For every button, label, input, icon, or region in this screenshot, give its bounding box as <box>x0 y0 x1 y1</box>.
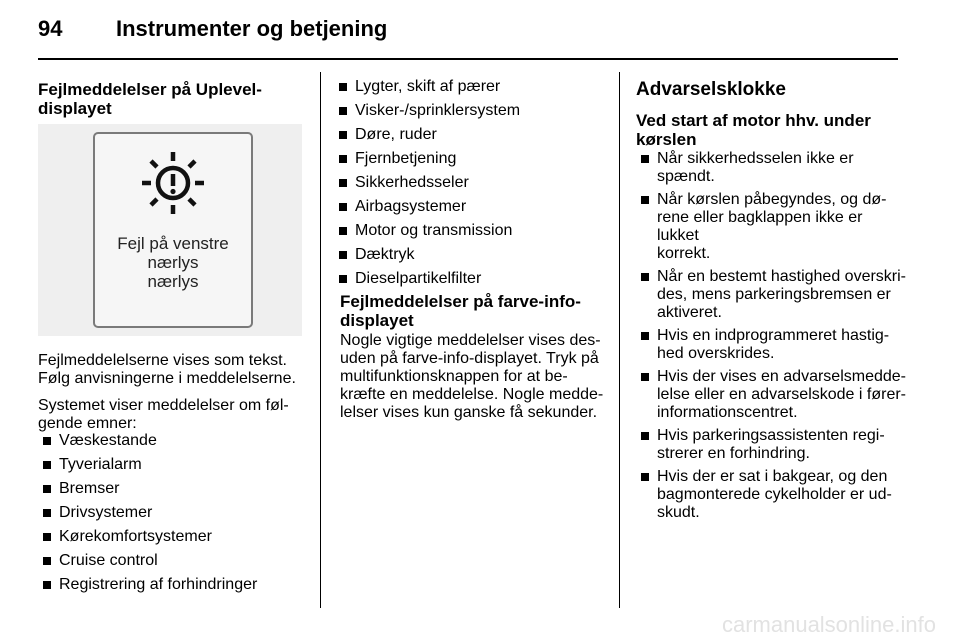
list-item: Hvis der vises en advarselsmedde- lelse eller en advarselskode i fører- informationscentret. <box>636 368 908 422</box>
list-item: Cruise control <box>38 552 316 576</box>
warning-chime-list <box>636 150 908 527</box>
list-item: Hvis parkeringsassistenten regi- strerer en forhindring. <box>636 427 908 463</box>
paragraph-topics: Systemet viser meddelelser om føl- gende emner: <box>38 397 289 432</box>
list-item: Sikkerhedsseler <box>334 174 612 198</box>
list-item: Lygter, skift af pærer <box>334 78 612 102</box>
list-item: Fjernbetjening <box>334 150 612 174</box>
warning-chime-subheading: Ved start af motor hhv. under kørslen <box>636 111 871 149</box>
display-line-1: Fejl på venstre <box>117 234 229 253</box>
list-item: Når kørslen påbegyndes, og dø- rene eller bagklappen ikke er lukket korrekt. <box>636 191 908 263</box>
display-message <box>93 234 253 291</box>
warning-chime-heading: Advarselsklokke <box>636 79 786 100</box>
header-rule <box>38 58 898 60</box>
list-item: Dæktryk <box>334 246 612 270</box>
list-item: Hvis en indprogrammeret hastig- hed overskrides. <box>636 327 908 363</box>
section-title: Instrumenter og betjening <box>116 16 388 41</box>
list-item: Drivsystemer <box>38 504 316 528</box>
watermark: carmanualsonline.info <box>721 612 936 637</box>
uplevel-display-heading: Fejlmeddelelser på Uplevel- displayet <box>38 80 262 118</box>
color-info-display-paragraph: Nogle vigtige meddelelser vises des- uden på farve-info-displayet. Tryk på multifunktionsknappen for at be- kræfte en meddelelse. Nogle medde- lelser vises kun ganske få sekunder. <box>340 332 604 421</box>
page-number: 94 <box>38 16 63 41</box>
light-bulb-warning-icon <box>140 150 206 216</box>
paragraph-messages: Fejlmeddelelserne vises som tekst. Følg anvisningerne i meddelelserne. <box>38 352 296 387</box>
display-line-2: nærlys <box>147 253 199 272</box>
list-item: Registrering af forhindringer <box>38 576 316 600</box>
list-item: Bremser <box>38 480 316 504</box>
list-item: Dieselpartikelfilter <box>334 270 612 294</box>
topics-list-middle <box>334 78 612 294</box>
list-item: Hvis der er sat i bakgear, og den bagmonterede cykelholder er ud- skudt. <box>636 468 908 522</box>
list-item: Når en bestemt hastighed overskri- des, mens parkeringsbremsen er aktiveret. <box>636 268 908 322</box>
list-item: Tyverialarm <box>38 456 316 480</box>
list-item: Airbagsystemer <box>334 198 612 222</box>
display-line-3: nærlys <box>147 272 199 291</box>
list-item: Væskestande <box>38 432 316 456</box>
topics-list-left <box>38 432 316 600</box>
list-item: Når sikkerhedsselen ikke er spændt. <box>636 150 908 186</box>
color-info-display-heading: Fejlmeddelelser på farve-info- displayet <box>340 292 581 330</box>
list-item: Kørekomfortsystemer <box>38 528 316 552</box>
column-divider-right <box>619 72 620 608</box>
list-item: Døre, ruder <box>334 126 612 150</box>
list-item: Visker-/sprinklersystem <box>334 102 612 126</box>
list-item: Motor og transmission <box>334 222 612 246</box>
column-divider-left <box>320 72 321 608</box>
